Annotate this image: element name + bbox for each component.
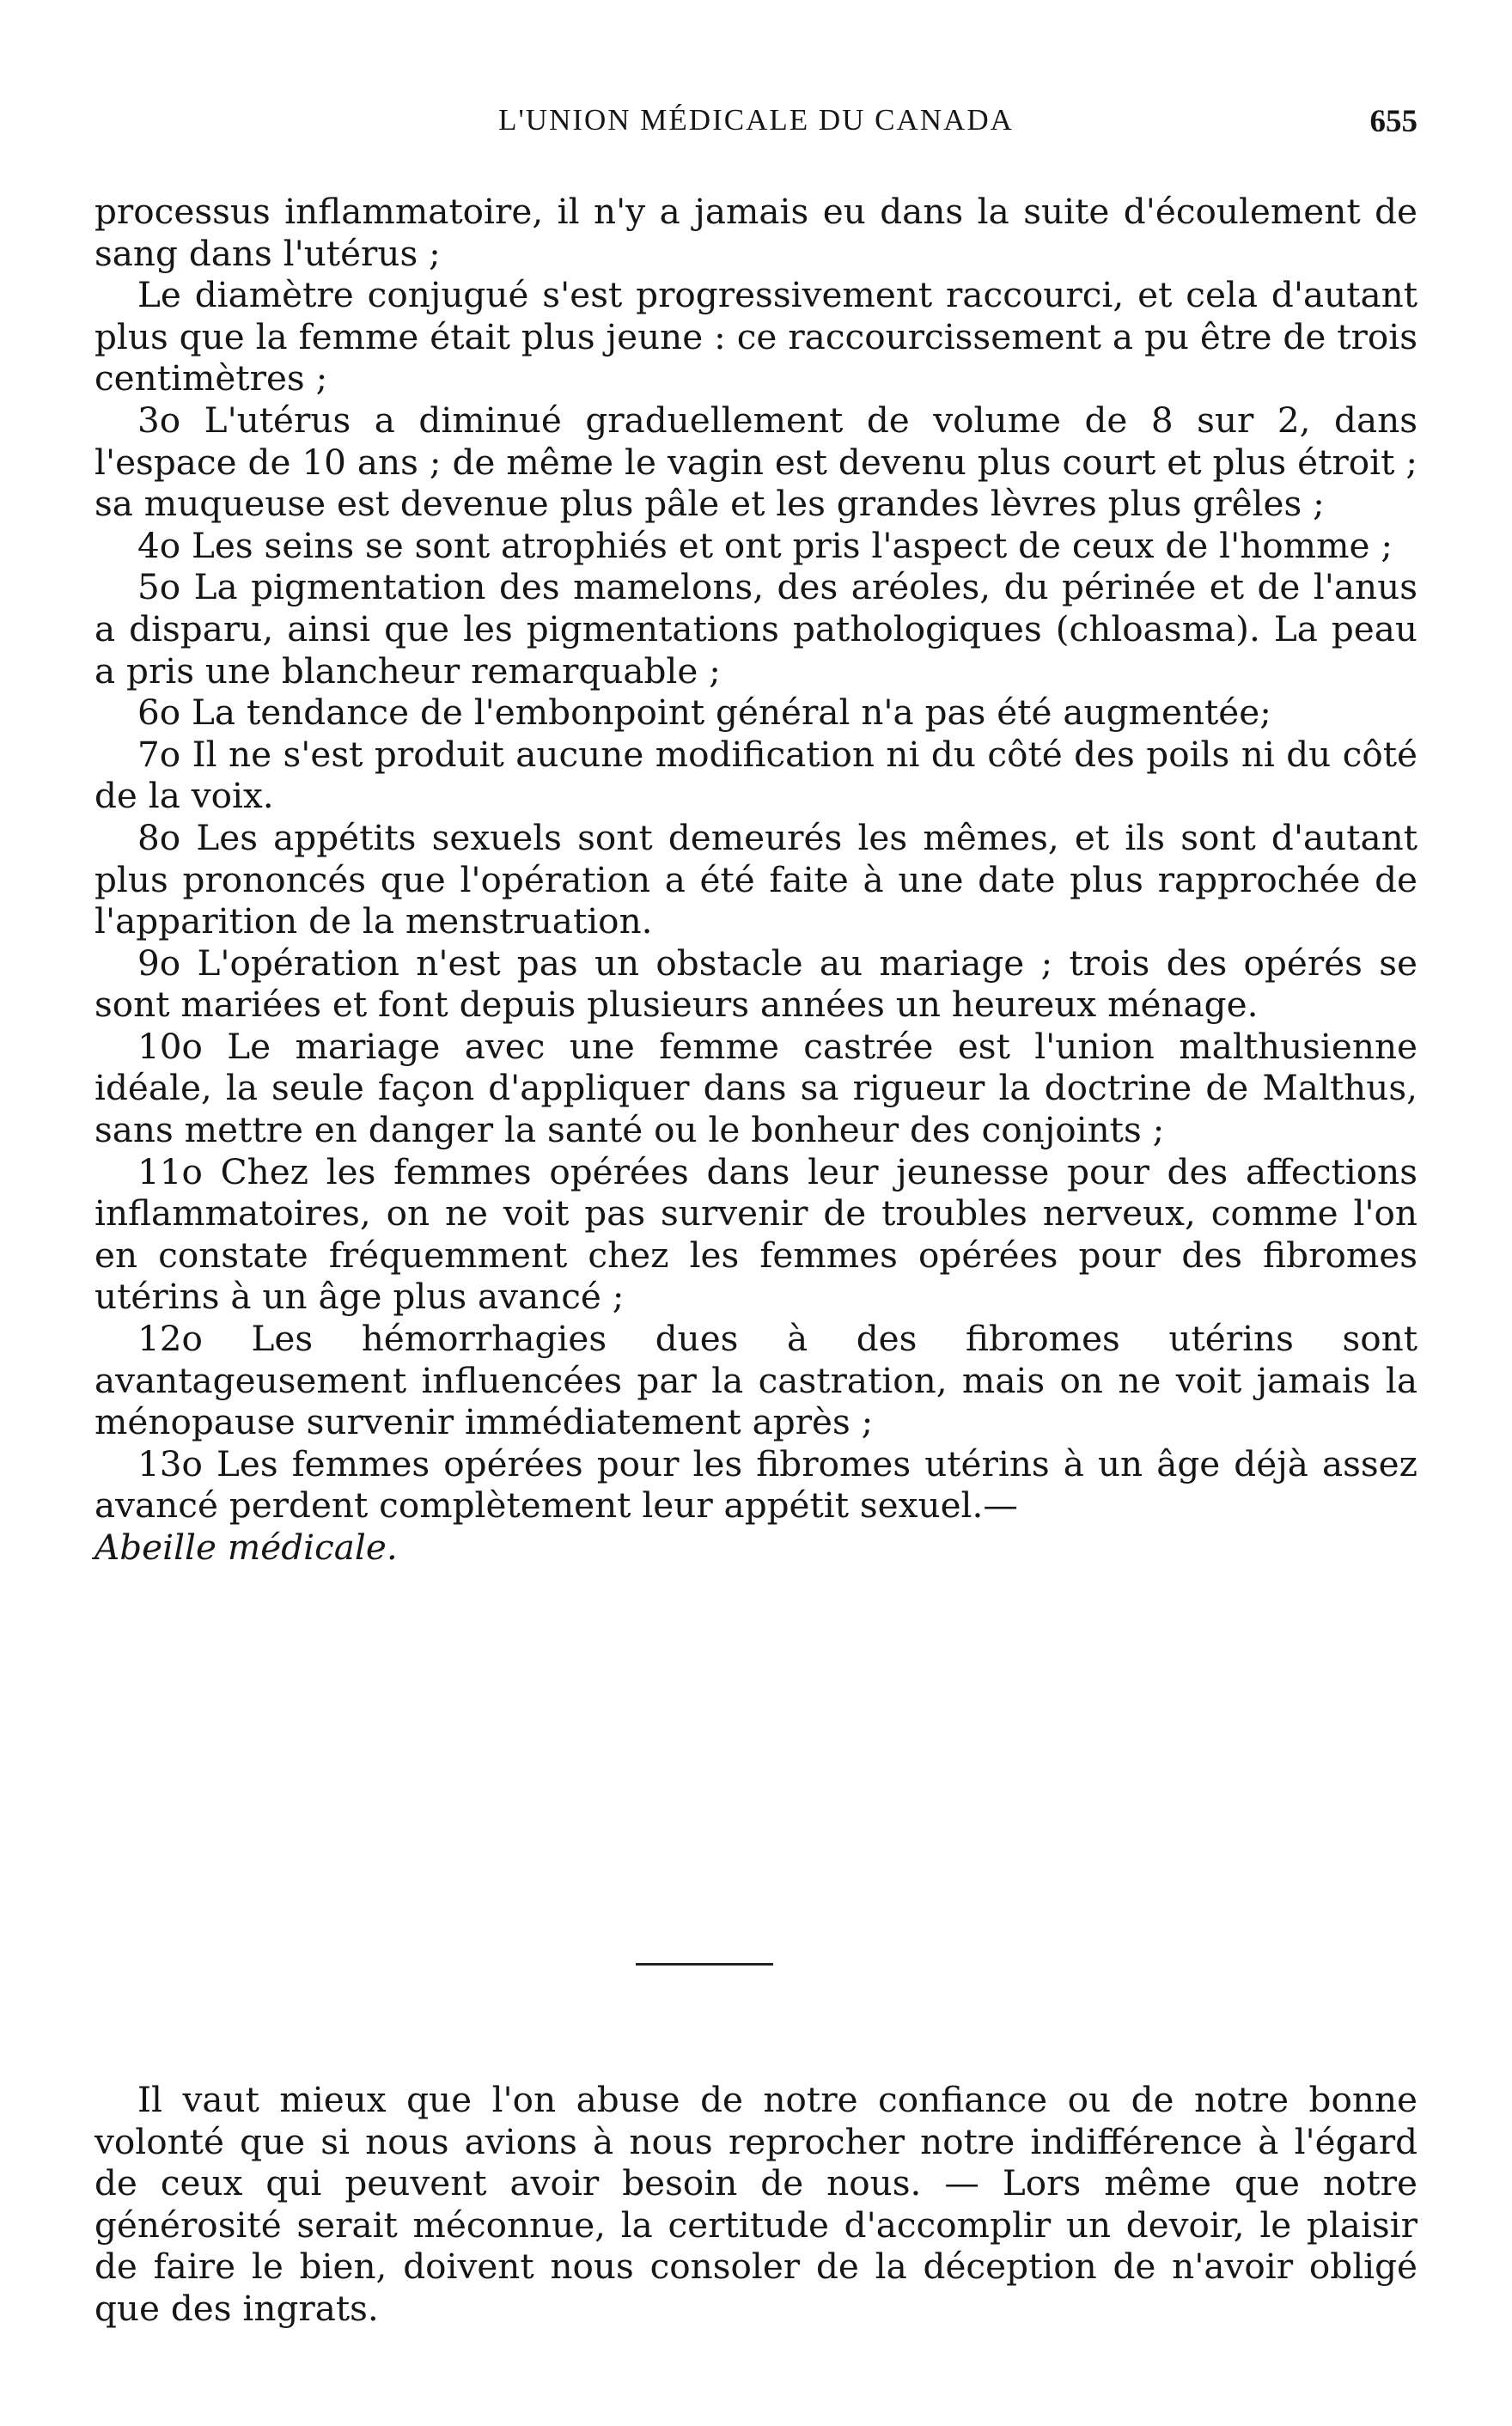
source-citation: Abeille médicale.	[94, 1527, 398, 1568]
running-head	[94, 103, 1418, 146]
source-citation-line	[94, 1527, 1418, 1569]
closing-note-text: Il vaut mieux que l'on abuse de notre confiance ou de notre bonne volonté que si nous avions à nous reprocher notre indifférence à l'égard de ceux qui peuvent avoir besoin de nous. — Lors même que notre générosité serait méconnue, la certitude d'accomplir un devoir, le plaisir de faire le bien, doivent nous consoler de la déception de n'avoir obligé que des ingrats.	[94, 2079, 1418, 2329]
article-body	[94, 191, 1418, 1569]
paragraph-item-2: Le diamètre conjugué s'est progressivement raccourci, et cela d'autant plus que la femme était plus jeune : ce raccourcissement a pu être de trois centimètres ;	[94, 274, 1418, 399]
paragraph-item-13: 13o Les femmes opérées pour les fibromes utérins à un âge déjà assez avancé perdent complètement leur appétit sexuel.—	[94, 1442, 1418, 1527]
section-divider	[636, 1963, 773, 1966]
paragraph-item-3: 3o L'utérus a diminué graduellement de volume de 8 sur 2, dans l'espace de 10 ans ; de même le vagin est devenu plus court et plus étroit ; sa muqueuse est devenue plus pâle et les grandes lèvres plus grêles ;	[94, 399, 1418, 525]
paragraph-item-6: 6o La tendance de l'embonpoint général n'a pas été augmentée;	[137, 692, 1271, 734]
paragraph-item-12: 12o Les hémorrhagies dues à des fibromes utérins sont avantageusement influencées par la castration, mais on ne voit jamais la ménopause survenir immédiatement après ;	[94, 1318, 1418, 1443]
paragraph-item-5: 5o La pigmentation des mamelons, des aréoles, du périnée et de l'anus a disparu, ainsi que les pigmentations pathologiques (chloasma). La peau a pris une blancheur remarquable ;	[94, 566, 1418, 692]
paragraph-item-7: 7o Il ne s'est produit aucune modification ni du côté des poils ni du côté de la voix.	[94, 733, 1418, 817]
paragraph-item-8: 8o Les appétits sexuels sont demeurés les mêmes, et ils sont d'autant plus prononcés que l'opération a été faite à une date plus rapprochée de l'apparition de la menstruation.	[94, 816, 1418, 942]
paragraph-item-10: 10o Le mariage avec une femme castrée est l'union malthusienne idéale, la seule façon d'appliquer dans sa rigueur la doctrine de Malthus, sans mettre en danger la santé ou le bonheur des conjoints ;	[94, 1025, 1418, 1151]
running-title: L'UNION MÉDICALE DU CANADA	[498, 103, 1014, 137]
page-number: 655	[1369, 104, 1418, 139]
paragraph-item-4: 4o Les seins se sont atrophiés et ont pris l'aspect de ceux de l'homme ;	[137, 524, 1393, 566]
paragraph-item-11: 11o Chez les femmes opérées dans leur jeunesse pour des affections inflammatoires, on ne voit pas survenir de troubles nerveux, comme l'on en constate fréquemment chez les femmes opérées pour des fibromes utérins à un âge plus avancé ;	[94, 1150, 1418, 1318]
closing-note	[94, 2079, 1418, 2330]
paragraph-item-9: 9o L'opération n'est pas un obstacle au mariage ; trois des opérés se sont mariées et font depuis plusieurs années un heureux ménage.	[94, 942, 1418, 1026]
paragraph-continued: processus inflammatoire, il n'y a jamais eu dans la suite d'écoulement de sang dans l'utérus ;	[94, 191, 1418, 274]
